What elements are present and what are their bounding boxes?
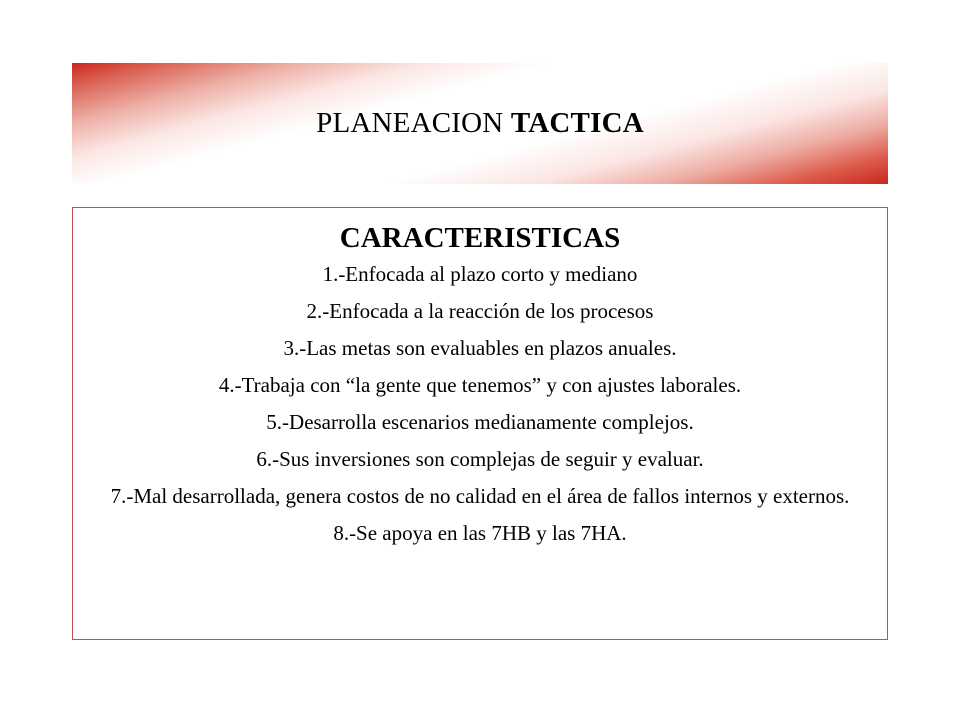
list-item: 7.-Mal desarrollada, genera costos de no calidad en el área de fallos internos y externos.	[110, 484, 850, 508]
characteristics-list	[93, 262, 867, 545]
list-item: 6.-Sus inversiones son complejas de seguir y evaluar.	[256, 447, 704, 471]
list-item: 8.-Se apoya en las 7HB y las 7HA.	[333, 521, 627, 545]
title-banner	[72, 63, 888, 184]
list-item: 2.-Enfocada a la reacción de los procesos	[306, 299, 654, 323]
content-box	[72, 207, 888, 640]
list-item: 4.-Trabaja con “la gente que tenemos” y con ajustes laborales.	[218, 373, 742, 397]
list-item: 1.-Enfocada al plazo corto y mediano	[322, 262, 638, 286]
list-item: 3.-Las metas son evaluables en plazos anuales.	[283, 336, 677, 360]
slide-title-regular: PLANEACION	[316, 107, 511, 139]
slide-title	[316, 107, 644, 140]
content-heading: CARACTERISTICAS	[339, 222, 621, 254]
slide-title-bold: TACTICA	[510, 107, 644, 139]
list-item: 5.-Desarrolla escenarios medianamente complejos.	[266, 410, 694, 434]
